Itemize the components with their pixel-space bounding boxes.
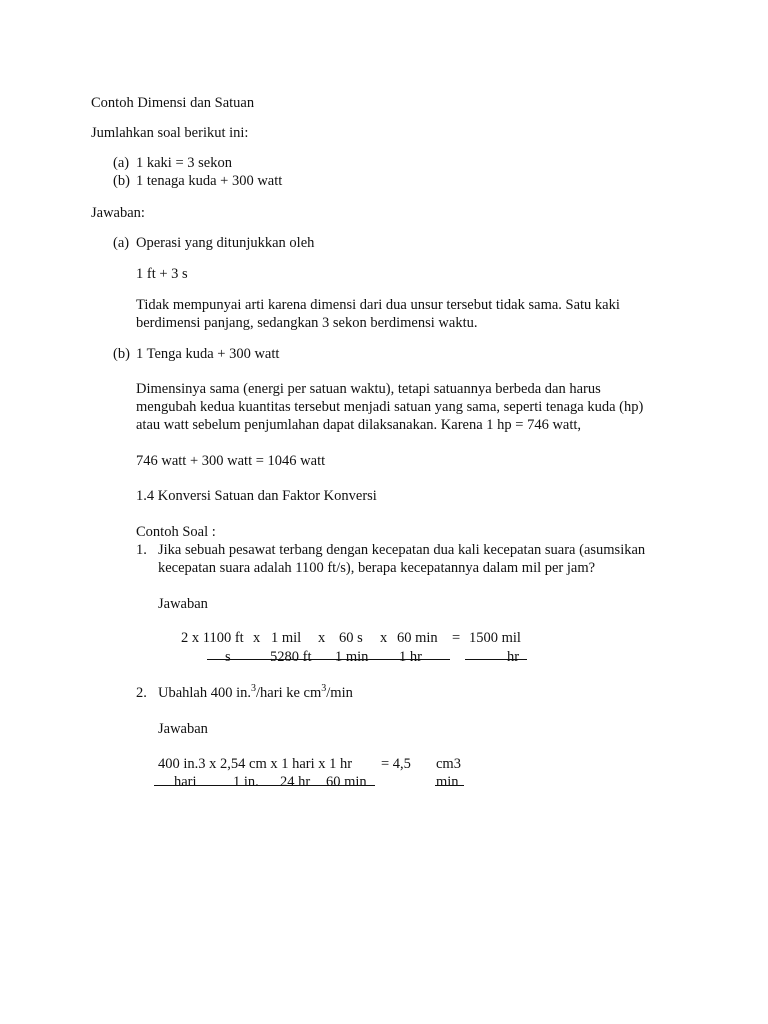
fraction-operator: x <box>380 630 388 646</box>
question-a-text: 1 kaki = 3 sekon <box>136 155 232 171</box>
problem-1-line-2: kecepatan suara adalah 1100 ft/s), berapa kecepatannya dalam mil per jam? <box>158 560 596 576</box>
fraction-denominator: hari <box>174 774 197 790</box>
fraction-result: 1500 mil <box>469 630 521 646</box>
question-a-marker: (a) <box>113 155 130 171</box>
answer-a-marker: (a) <box>113 235 130 251</box>
fraction-denominator: hr <box>507 649 520 665</box>
answer-b-marker: (b) <box>113 346 130 362</box>
answer-a-paragraph-line-2: berdimensi panjang, sedangkan 3 sekon berdimensi waktu. <box>136 315 478 331</box>
fraction-equals: = <box>452 630 461 646</box>
answer-a-paragraph-line-1: Tidak mempunyai arti karena dimensi dari dua unsur tersebut tidak sama. Satu kaki <box>136 297 620 313</box>
fraction-denominator: 24 hr <box>280 774 311 790</box>
example-heading: Contoh Soal : <box>136 524 216 540</box>
answer-b-paragraph-line-3: atau watt sebelum penjumlahan dapat dilaksanakan. Karena 1 hp = 746 watt, <box>136 417 582 433</box>
fraction-numerator: 1 mil <box>271 630 302 646</box>
question-b-text: 1 tenaga kuda + 300 watt <box>136 173 283 189</box>
answer-heading: Jawaban: <box>91 205 145 221</box>
fraction-denominator: s <box>225 649 231 665</box>
fraction-numerator: 60 s <box>339 630 363 646</box>
problem-2-text: Ubahlah 400 in.$^3$/hari ke $cm^3/\min$ <box>158 683 353 701</box>
intro-text: Jumlahkan soal berikut ini: <box>91 125 249 141</box>
fraction-denominator: 5280 ft <box>270 649 312 665</box>
fraction-operator: x <box>318 630 326 646</box>
answer-b-text: 1 Tenga kuda + 300 watt <box>136 346 280 362</box>
fraction-unit-denominator: min <box>436 774 459 790</box>
answer-a-text: Operasi yang ditunjukkan oleh <box>136 235 315 251</box>
fraction-denominator: 1 hr <box>399 649 422 665</box>
answer-b-result: 746 watt + 300 watt = 1046 watt <box>136 453 326 469</box>
problem-2-number: 2. <box>136 685 147 701</box>
fraction-denominator: 1 in. <box>233 774 259 790</box>
answer-b-paragraph-line-2: mengubah kedua kuantitas tersebut menjadi satuan yang sama, seperti tenaga kuda (hp) <box>136 399 644 415</box>
fraction-denominator: 60 min <box>326 774 367 790</box>
question-b-marker: (b) <box>113 173 130 189</box>
fraction-denominator: 1 min <box>335 649 369 665</box>
problem-1-number: 1. <box>136 542 147 558</box>
answer-b-paragraph-line-1: Dimensinya sama (energi per satuan waktu), tetapi satuannya berbeda dan harus <box>136 381 601 397</box>
fraction-numerator: 60 min <box>397 630 438 646</box>
problem-1-answer-label: Jawaban <box>158 596 208 612</box>
problem-2-answer-label: Jawaban <box>158 721 208 737</box>
fraction-result: = 4,5 <box>381 756 411 772</box>
fraction-unit-numerator: cm3 <box>436 756 461 772</box>
section-heading: 1.4 Konversi Satuan dan Faktor Konversi <box>136 488 377 504</box>
fraction-numerator: 2 x 1100 ft <box>181 630 244 646</box>
fraction-numerator: 400 in.3 x 2,54 cm x 1 hari x 1 hr <box>158 756 353 772</box>
answer-a-expression: 1 ft + 3 s <box>136 266 188 282</box>
page-title: Contoh Dimensi dan Satuan <box>91 95 255 111</box>
fraction-operator: x <box>253 630 261 646</box>
problem-1-line-1: Jika sebuah pesawat terbang dengan kecepatan dua kali kecepatan suara (asumsikan <box>158 542 646 558</box>
